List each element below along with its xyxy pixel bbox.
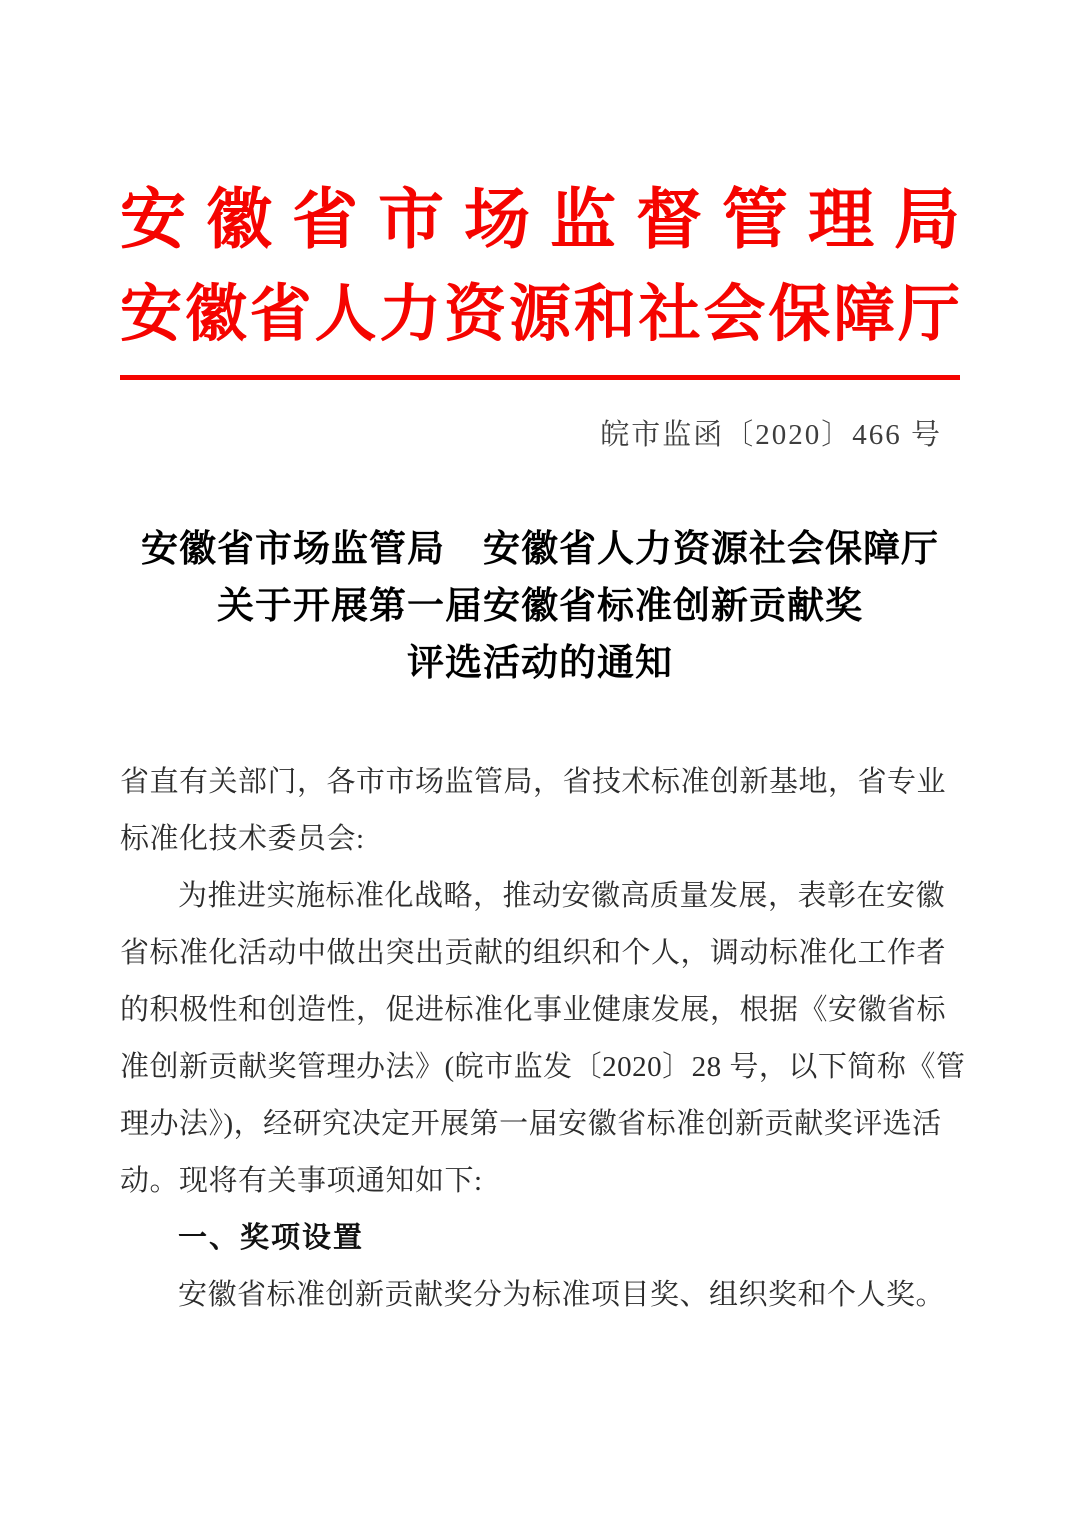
letterhead-char: 理 [808,184,874,257]
document-body [120,754,966,1324]
document-title [120,521,960,692]
letterhead-char: 徽 [184,281,247,350]
title-line-1: 安徽省市场监管局 安徽省人力资源社会保障厅 [141,529,939,571]
letterhead-line-2 [120,283,960,348]
body-line: 标准化技术委员会: [120,823,365,856]
letterhead-char: 厅 [897,281,960,350]
section-heading: 一、奖项设置 [178,1222,365,1255]
title-line-3: 评选活动的通知 [407,643,673,685]
letterhead-char: 和 [573,281,636,350]
letterhead-char: 源 [508,281,571,350]
body-line: 的积极性和创造性，促进标准化事业健康发展，根据《安徽省标 [120,994,947,1027]
letterhead-char: 社 [638,281,701,350]
letterhead-line-1 [120,186,960,255]
letterhead-char: 局 [894,184,960,257]
letterhead-char: 场 [464,184,530,257]
letterhead-char: 资 [444,281,507,350]
body-line: 省直有关部门，各市市场监管局，省技术标准创新基地，省专业 [120,766,947,799]
red-divider-rule [120,375,960,380]
letterhead-char: 安 [120,281,183,350]
letterhead-char: 监 [550,184,616,257]
letterhead-char: 省 [292,184,358,257]
letterhead-char: 安 [120,184,186,257]
title-line-2: 关于开展第一届安徽省标准创新贡献奖 [217,586,863,628]
letterhead-char: 徽 [206,184,272,257]
document-number: 皖市监函〔2020〕466 号 [600,419,942,452]
letterhead-char: 市 [378,184,444,257]
letterhead-char: 障 [833,281,896,350]
letterhead [120,186,960,380]
letterhead-char: 省 [249,281,312,350]
body-line: 动。现将有关事项通知如下: [120,1165,483,1198]
letterhead-char: 人 [314,281,377,350]
letterhead-char: 会 [703,281,766,350]
body-line: 安徽省标准创新贡献奖分为标准项目奖、组织奖和个人奖。 [178,1279,946,1312]
body-line: 为推进实施标准化战略，推动安徽高质量发展，表彰在安徽 [178,880,946,913]
body-line: 省标准化活动中做出突出贡献的组织和个人，调动标准化工作者 [120,937,947,970]
body-line: 理办法》)，经研究决定开展第一届安徽省标准创新贡献奖评选活 [120,1108,942,1141]
letterhead-char: 力 [379,281,442,350]
letterhead-char: 督 [636,184,702,257]
body-line: 准创新贡献奖管理办法》(皖市监发〔2020〕28 号，以下简称《管 [120,1051,966,1084]
letterhead-char: 保 [768,281,831,350]
letterhead-char: 管 [722,184,788,257]
